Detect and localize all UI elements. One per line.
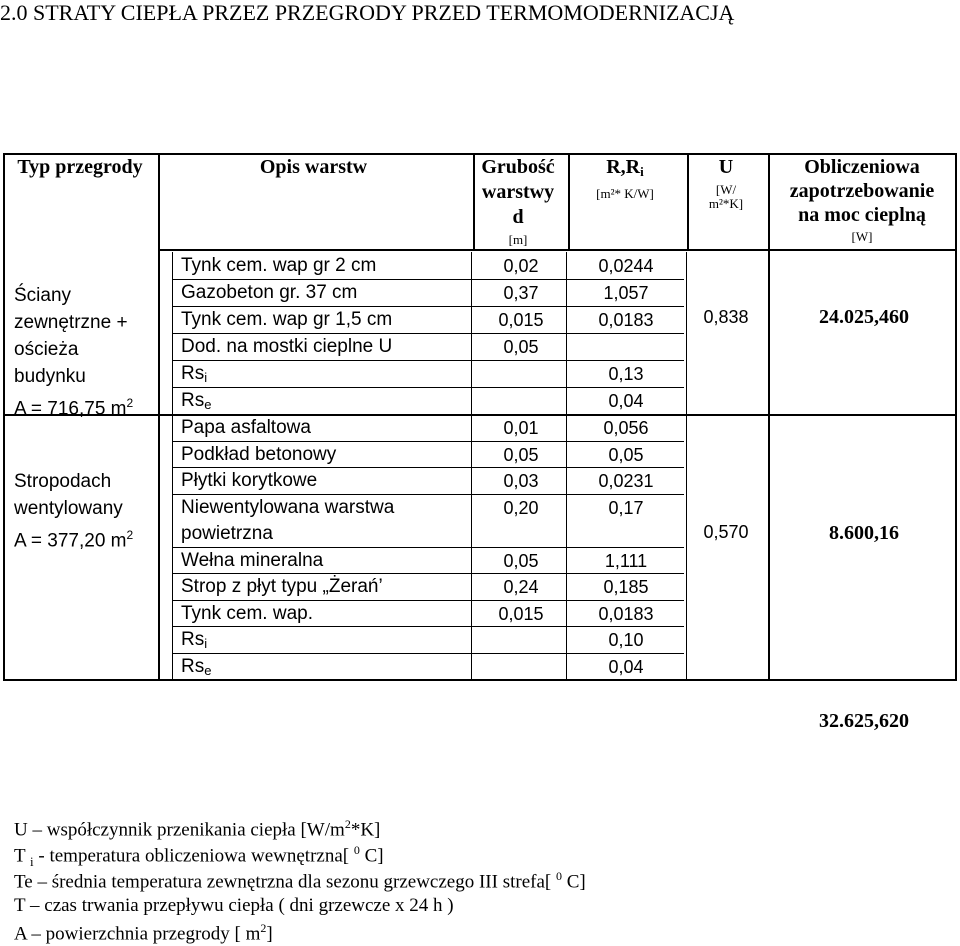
page-title: 2.0 STRATY CIEPŁA PRZEZ PRZEGRODY PRZED TERMOMODERNIZACJĄ	[0, 0, 735, 25]
layer-description: Płytki korytkowe	[181, 470, 318, 491]
layer-thickness: 0,05	[503, 550, 539, 571]
layer-thickness: 0,24	[503, 577, 539, 597]
layer-resistance: 0,185	[603, 577, 649, 597]
legend-line: Te – średnia temperatura zewnętrzna dla sezonu grzewczego III strefa[ $^0$ C]	[14, 869, 586, 893]
header-layers: Opis warstw	[259, 156, 368, 178]
layer-description: Podkład betonowy	[181, 443, 337, 465]
layer-resistance: 0,0183	[598, 310, 654, 330]
layer-resistance: 0,10	[608, 630, 644, 650]
layer-resistance: 0,0183	[598, 603, 654, 624]
row-divider	[172, 494, 684, 495]
layer-description: Rsi	[181, 629, 208, 651]
layer-thickness: 0,03	[503, 471, 539, 491]
layer-description: Dod. na mostki cieplne U	[181, 336, 393, 357]
row-divider	[172, 333, 684, 334]
layer-resistance: 1,057	[603, 283, 649, 303]
header-type: Typ przegrody	[17, 156, 143, 178]
row-divider	[172, 306, 684, 307]
row-divider	[172, 467, 684, 468]
floor-power-value: 8.600,16	[829, 522, 899, 544]
floor-u-value: 0,570	[703, 522, 749, 542]
layer-resistance: 0,0244	[598, 256, 654, 276]
layer-description: Gazobeton gr. 37 cm	[181, 282, 358, 303]
section-divider	[5, 414, 955, 416]
header-power: Obliczeniowa zapotrzebowanie na moc cieplną [W]	[789, 156, 935, 244]
row-divider	[172, 360, 684, 361]
layer-description: Rsi	[181, 363, 208, 385]
layer-description: Rse	[181, 655, 212, 678]
layer-thickness: 0,02	[503, 256, 539, 276]
legend-line: T $_i$ - temperatura obliczeniowa wewnętrzna[ $^0$ C]	[14, 843, 384, 870]
col-divider	[158, 155, 160, 679]
layer-description: Papa asfaltowa	[181, 417, 311, 438]
row-divider	[172, 653, 684, 654]
walls-power-value: 24.025,460	[819, 306, 909, 328]
col-line	[686, 414, 687, 679]
layer-thickness: 0,015	[498, 603, 544, 624]
layer-resistance: 0,13	[608, 364, 644, 384]
row-divider	[172, 626, 684, 627]
header-thickness: Grubość warstwy d [m]	[481, 156, 555, 247]
layer-thickness: 0,20	[503, 497, 539, 518]
layer-thickness: 0,01	[503, 418, 539, 438]
layer-resistance: 0,04	[608, 391, 644, 411]
layer-description: Wełna mineralna	[181, 549, 324, 571]
col-line	[566, 414, 567, 679]
floor-label: Stropodach wentylowany A = 377,20 $m^2$	[14, 471, 134, 552]
col-line	[566, 252, 567, 414]
row-divider	[172, 547, 684, 548]
row-divider	[172, 387, 684, 388]
layer-resistance: 0,05	[608, 444, 644, 465]
layer-description: Strop z płyt typu „Żerań’	[181, 576, 383, 597]
row-divider	[172, 279, 684, 280]
layer-resistance: 1,111	[604, 550, 648, 571]
col-line	[471, 252, 472, 414]
header-u: U [W/ m²*K]	[708, 156, 744, 211]
legend-line: A – powierzchnia przegrody [ $m^2$]	[14, 921, 273, 945]
walls-label: Ściany zewnętrzne + ościeża budynku A = 716,75 $m^2$	[14, 285, 134, 420]
layer-resistance: 0,0231	[598, 471, 654, 491]
row-divider	[172, 600, 684, 601]
total-power-value: 32.625,620	[819, 710, 909, 732]
layer-description: Tynk cem. wap gr 1,5 cm	[181, 309, 393, 330]
col-line	[686, 252, 687, 414]
layer-description: Niewentylowana warstwa	[181, 496, 395, 518]
layer-thickness: 0,37	[503, 283, 539, 303]
layer-resistance: 0,056	[603, 418, 649, 438]
legend-line: U – współczynnik przenikania ciepła $[W/m^2*K]$	[14, 817, 381, 841]
layer-resistance: 0,17	[608, 497, 644, 518]
layer-description: Tynk cem. wap gr 2 cm	[181, 255, 377, 276]
row-divider	[172, 441, 684, 442]
row-divider	[172, 573, 684, 574]
layer-thickness: 0,015	[498, 310, 544, 330]
walls-u-value: 0,838	[703, 307, 749, 327]
layer-thickness: 0,05	[503, 337, 539, 357]
layer-description: Tynk cem. wap.	[181, 602, 313, 624]
layer-description: Rse	[181, 390, 212, 412]
col-line	[172, 252, 173, 414]
legend-line: T – czas trwania przepływu ciepła ( dni grzewcze x 24 h )	[14, 895, 454, 916]
header-resistance: R,Ri [m²* K/W]	[596, 156, 654, 201]
col-line	[471, 414, 472, 679]
layer-thickness: 0,05	[503, 444, 539, 465]
layer-resistance: 0,04	[608, 656, 644, 677]
col-line	[172, 414, 173, 679]
layer-description: powietrzna	[181, 523, 273, 544]
